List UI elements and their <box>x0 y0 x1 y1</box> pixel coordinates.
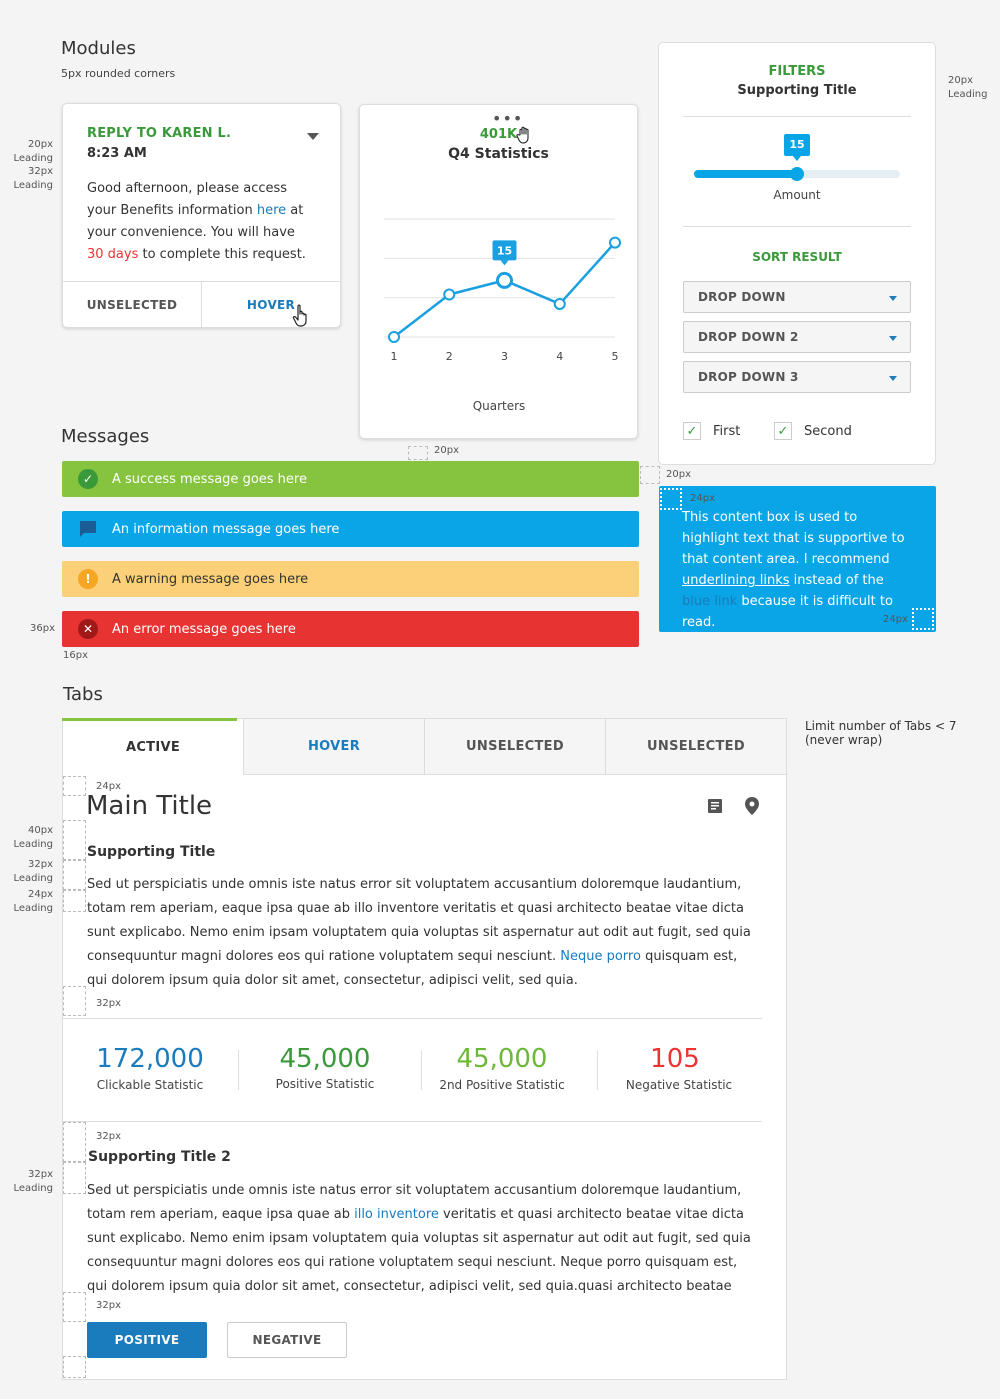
padding-annotation: 16px <box>63 650 88 661</box>
success-message <box>62 461 639 497</box>
warning-icon: ! <box>78 569 98 589</box>
spacing-guide <box>63 1292 86 1322</box>
stat-positive-2-label: 2nd Positive Statistic <box>439 1078 565 1092</box>
modules-title: Modules <box>61 38 136 59</box>
paragraph-1: Sed ut perspiciatis unde omnis iste natus error sit voluptatem accusantium doloremque laudantium, totam rem aperiam, eaque ipsa quae ab illo inventore veritatis et quasi architecto beatae vitae dicta sunt explicabo. Nemo enim ipsam voluptatem quia voluptas sit aspernatur aut odit aut fugit, sed quia consequuntur magni dolores eos qui ratione voluptatem sequi nesciunt. Neque porro quisquam est, qui dolorem ipsum quia dolor sit amet, consectetur, adipisci velit, sed quia. <box>87 877 751 988</box>
leading-annotation-32: 32px Leading <box>13 166 53 191</box>
main-title: Main Title <box>86 791 213 821</box>
supporting-title-2: Supporting Title 2 <box>88 1149 231 1165</box>
tab-unselected-2[interactable]: UNSELECTED <box>606 718 787 775</box>
x-tick-label: 3 <box>501 350 508 363</box>
neque-porro-link[interactable]: Neque porro <box>560 949 641 964</box>
stat-positive-label: Positive Statistic <box>275 1077 375 1091</box>
spacing-guide <box>63 1162 86 1194</box>
caret-down-icon <box>889 296 897 301</box>
reply-link[interactable]: here <box>256 203 287 218</box>
supporting-title: Supporting Title <box>87 844 216 860</box>
divider <box>63 1121 762 1122</box>
slider-label: Amount <box>773 188 821 202</box>
active-tab-indicator <box>62 718 237 721</box>
modules-subtitle: 5px rounded corners <box>61 67 176 80</box>
hand-cursor-icon <box>292 304 312 328</box>
stat-negative-label: Negative Statistic <box>625 1078 733 1092</box>
hover-button[interactable]: HOVER <box>201 282 340 327</box>
error-message <box>62 611 639 647</box>
spacing-annotation: 32px <box>96 1131 121 1142</box>
dropdown-1[interactable]: DROP DOWN <box>683 281 911 313</box>
reply-time: 8:23 AM <box>87 146 147 161</box>
reply-body: Good afternoon, please access your Benefits information here at your convenience. You will have 30 days to complete this request. <box>87 181 306 262</box>
x-tick-label: 1 <box>390 350 398 363</box>
caret-down-icon <box>889 336 897 341</box>
check-circle-icon: ✓ <box>78 469 98 489</box>
warning-text: A warning message goes here <box>112 571 309 587</box>
data-point <box>498 273 512 287</box>
tab-active[interactable]: ACTIVE <box>62 718 244 775</box>
slider-fill <box>694 170 797 178</box>
spacing-guide <box>63 890 86 912</box>
spacing-guide <box>63 820 86 860</box>
tooltip-pointer <box>501 260 509 265</box>
success-text: A success message goes here <box>112 471 307 487</box>
spacing-guide <box>63 1356 86 1378</box>
error-x-icon: ✕ <box>78 619 98 639</box>
divider <box>683 116 911 117</box>
leading-annotation-20-right: 20px Leading <box>948 75 988 100</box>
check-icon[interactable]: ✓ <box>683 422 701 440</box>
amount-slider[interactable] <box>694 138 900 178</box>
highlight-box: This content box is used to highlight text that is supportive to that content area. I recommend underlining links instead of the blue link because it is difficult to read. <box>659 486 936 632</box>
check-icon[interactable]: ✓ <box>774 422 792 440</box>
tab-hover[interactable]: HOVER <box>244 718 425 775</box>
unselected-button[interactable]: UNSELECTED <box>86 297 178 312</box>
leading-annotation-40: 40px Leading <box>13 825 53 850</box>
stat-clickable-label: Clickable Statistic <box>96 1078 204 1092</box>
leading-annotation-32: 32px Leading <box>13 859 53 884</box>
data-point <box>555 299 565 309</box>
padding-annotation: 24px <box>690 493 715 504</box>
reply-card <box>62 103 341 328</box>
leading-annotation-32: 32px Leading <box>13 1169 53 1194</box>
stat-positive-value: 45,000 <box>279 1044 371 1074</box>
spacing-guide <box>63 860 86 890</box>
checkbox-second[interactable]: ✓ Second <box>774 422 852 440</box>
tabs-note: Limit number of Tabs < 7 (never wrap) <box>805 719 957 747</box>
info-message <box>62 511 639 547</box>
x-tick-label: 4 <box>556 350 564 363</box>
more-menu-icon[interactable]: ••• <box>492 109 524 128</box>
stat-positive-2-value: 45,000 <box>456 1044 548 1074</box>
tab-unselected-1[interactable]: UNSELECTED <box>425 718 606 775</box>
padding-annotation: 24px <box>96 781 121 792</box>
spacing-guide <box>912 608 934 630</box>
x-tick-label: 2 <box>445 350 453 363</box>
spacing-guide <box>63 776 86 796</box>
spacing-guide <box>63 1122 86 1162</box>
spacing-guide <box>660 488 682 510</box>
spacing-annotation: 20px <box>666 469 691 480</box>
checkbox-first[interactable]: ✓ First <box>683 422 740 440</box>
info-text: An information message goes here <box>112 521 340 537</box>
messages-title: Messages <box>61 426 150 447</box>
spacing-guide <box>408 446 428 460</box>
chevron-down-icon[interactable] <box>307 133 319 140</box>
reply-heading: REPLY TO KAREN L. <box>87 126 232 141</box>
reply-days: 30 days <box>87 247 139 262</box>
error-text: An error message goes here <box>112 621 296 637</box>
tabs-title: Tabs <box>63 684 103 705</box>
positive-button[interactable]: POSITIVE <box>87 1322 207 1358</box>
stat-clickable-value[interactable]: 172,000 <box>96 1044 204 1074</box>
tooltip-label: 15 <box>496 244 513 258</box>
negative-button[interactable]: NEGATIVE <box>227 1322 347 1358</box>
padding-annotation: 24px <box>883 614 908 625</box>
slider-handle[interactable] <box>790 167 804 181</box>
location-pin-icon[interactable] <box>745 797 759 815</box>
spacing-guide <box>63 986 86 1016</box>
chart-subtitle: 401K <box>479 127 518 142</box>
data-point <box>444 290 454 300</box>
leading-annotation-20: 20px Leading <box>13 139 53 164</box>
height-annotation: 36px <box>30 623 55 634</box>
underlined-link[interactable]: underlining links <box>682 573 790 588</box>
data-point <box>610 238 620 248</box>
caret-down-icon <box>889 376 897 381</box>
warning-message <box>62 561 639 597</box>
data-point <box>389 332 399 342</box>
x-tick-label: 5 <box>611 350 619 363</box>
slider-value-tooltip: 15 <box>784 134 810 156</box>
spacing-guide <box>640 466 660 484</box>
divider <box>63 1018 762 1019</box>
stat-negative-value: 105 <box>650 1044 700 1074</box>
x-axis-label: Quarters <box>472 399 526 413</box>
chart-title: Q4 Statistics <box>448 146 549 162</box>
spacing-annotation: 32px <box>96 998 121 1009</box>
filters-card <box>658 42 936 465</box>
filters-title: FILTERS <box>768 64 826 79</box>
sort-title: SORT RESULT <box>752 250 842 264</box>
spacing-annotation: 20px <box>434 445 459 456</box>
paragraph-2: Sed ut perspiciatis unde omnis iste natus error sit voluptatem accusantium doloremque laudantium, totam rem aperiam, eaque ipsa quae ab illo inventore veritatis et quasi architecto beatae vitae dicta sunt explicabo. Nemo enim ipsam voluptatem quia voluptas sit aspernatur aut odit aut fugit, sed quia consequuntur magni dolores eos qui ratione voluptatem sequi nesciunt. Neque porro quisquam est, qui dolorem ipsum quia dolor sit amet, consectetur, adipisci velit, sed quia.quasi architecto beatae <box>87 1183 751 1294</box>
line-chart <box>360 105 639 440</box>
leading-annotation-24: 24px Leading <box>13 889 53 914</box>
document-icon[interactable] <box>707 798 723 814</box>
chat-bubble-icon <box>78 519 98 539</box>
dropdown-2[interactable]: DROP DOWN 2 <box>683 321 911 353</box>
illo-inventore-link[interactable]: illo inventore <box>354 1207 439 1222</box>
chart-card <box>359 104 638 439</box>
divider <box>683 226 911 227</box>
spacing-annotation: 32px <box>96 1300 121 1311</box>
dropdown-3[interactable]: DROP DOWN 3 <box>683 361 911 393</box>
blue-link[interactable]: blue link <box>682 594 738 609</box>
filters-subtitle: Supporting Title <box>737 83 857 98</box>
